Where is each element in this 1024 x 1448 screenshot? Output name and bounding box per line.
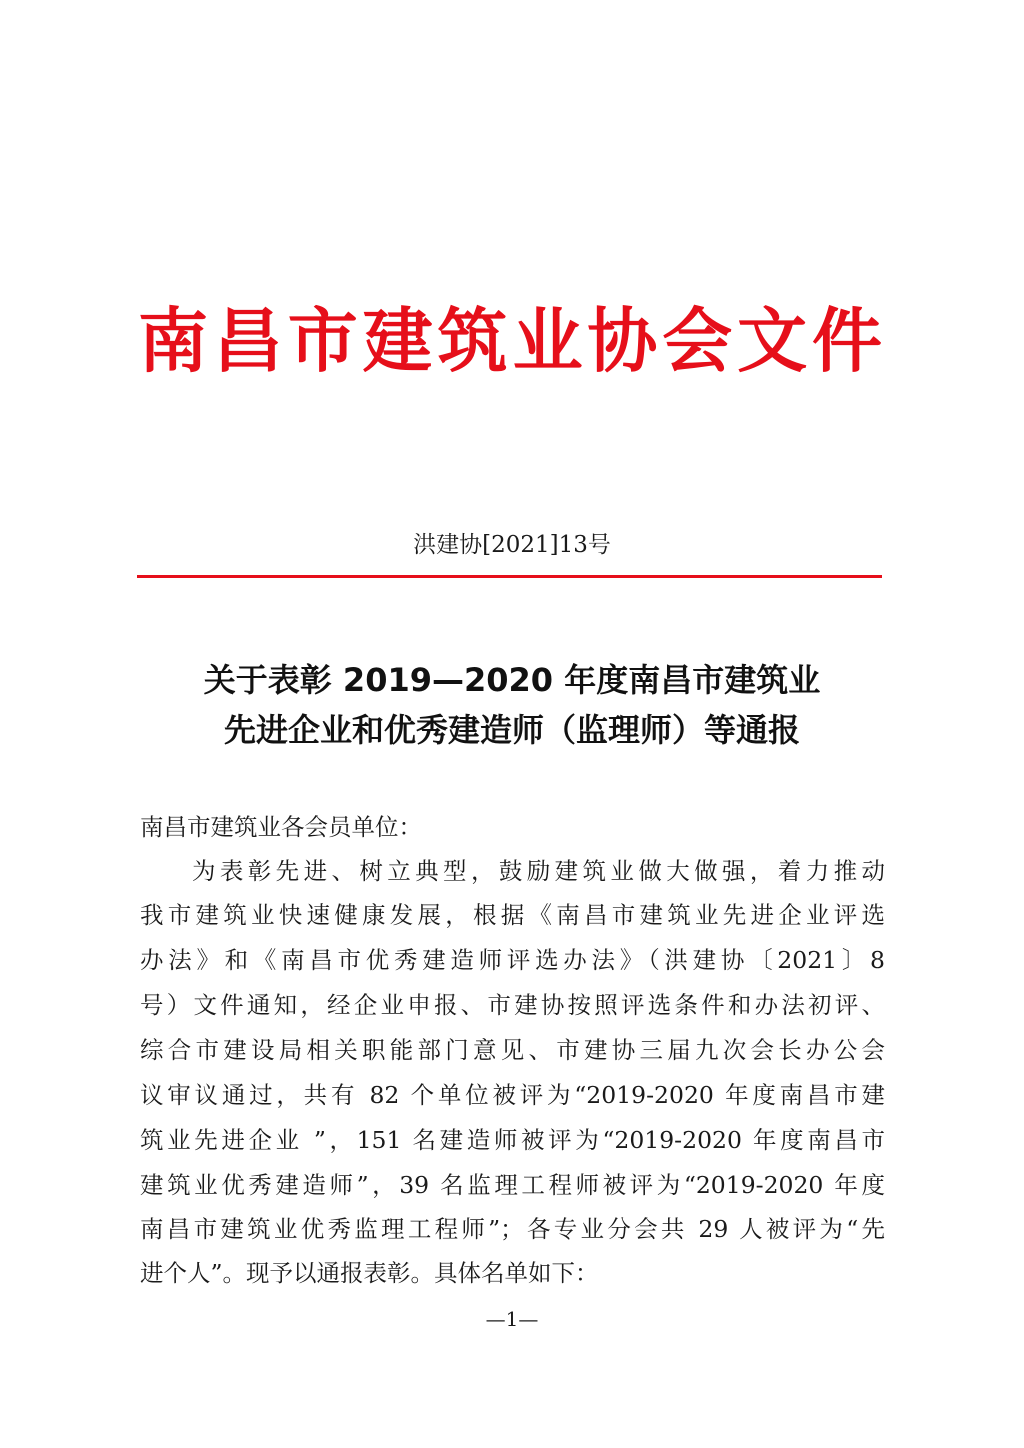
notice-title-line-2: 先进企业和优秀建造师（监理师）等通报: [223, 711, 800, 749]
page-number: —1—: [485, 1307, 539, 1331]
body-line: 南昌市建筑业优秀监理工程师”；各专业分会共 29 人被评为“先: [140, 1215, 885, 1243]
body-line: 筑业先进企业 ”，151 名建造师被评为“2019-2020 年度南昌市: [140, 1126, 885, 1154]
body-line: 为表彰先进、树立典型，鼓励建筑业做大做强，着力推动: [192, 857, 885, 885]
document-number: 洪建协[2021]13号: [413, 532, 611, 558]
red-divider: [137, 575, 882, 578]
notice-title-line-1: 关于表彰 2019—2020 年度南昌市建筑业: [203, 661, 821, 699]
document-header-title: 南昌市建筑业协会文件: [138, 299, 882, 382]
body-line: 进个人”。现予以通报表彰。具体名单如下：: [140, 1259, 599, 1287]
body-line: 议审议通过，共有 82 个单位被评为“2019-2020 年度南昌市建: [140, 1081, 885, 1109]
body-line: 号）文件通知，经企业申报、市建协按照评选条件和办法初评、: [140, 991, 885, 1019]
body-line: 我市建筑业快速健康发展，根据《南昌市建筑业先进企业评选: [140, 901, 885, 929]
body-line: 办法》和《南昌市优秀建造师评选办法》（洪建协〔2021〕8: [140, 946, 885, 974]
salutation: 南昌市建筑业各会员单位：: [140, 813, 422, 841]
body-line: 建筑业优秀建造师”，39 名监理工程师被评为“2019-2020 年度: [140, 1171, 885, 1199]
body-line: 综合市建设局相关职能部门意见、市建协三届九次会长办公会: [140, 1036, 885, 1064]
